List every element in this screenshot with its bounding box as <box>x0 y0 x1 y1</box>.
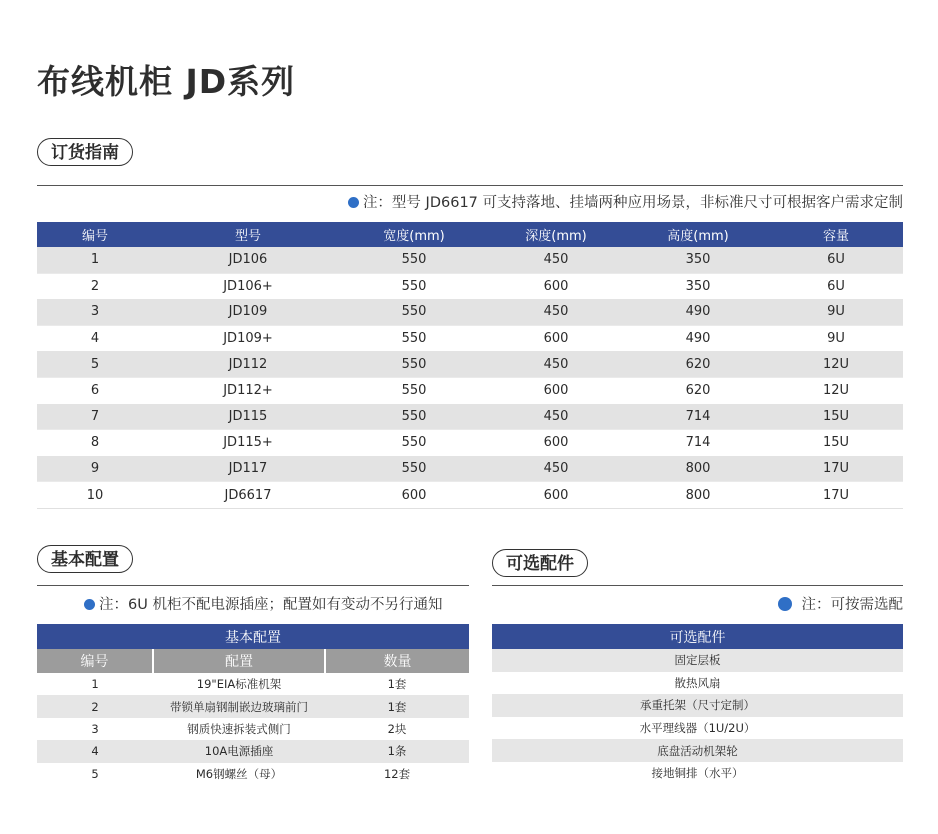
table-row <box>37 351 903 377</box>
table-cell: 水平理线器（1U/2U） <box>492 717 903 740</box>
table-cell: 550 <box>343 351 485 377</box>
section-divider <box>492 585 903 586</box>
page-title: 布线机柜 JD系列 <box>37 62 296 101</box>
table-cell: 450 <box>485 299 627 325</box>
table-cell: 4 <box>37 325 153 351</box>
table-cell: 350 <box>627 273 769 299</box>
table-cell: JD117 <box>153 456 343 482</box>
table-cell: 1 <box>37 673 153 695</box>
table-cell: 17U <box>769 456 903 482</box>
table-cell: 1套 <box>325 695 469 717</box>
optional-accessories-table <box>492 624 903 785</box>
table-cell: 8 <box>37 430 153 456</box>
table-row <box>37 430 903 456</box>
table-cell: 7 <box>37 404 153 430</box>
table-cell: 15U <box>769 430 903 456</box>
table-cell: 550 <box>343 456 485 482</box>
table-cell: 600 <box>343 482 485 509</box>
table-row <box>37 273 903 299</box>
table-cell: 800 <box>627 482 769 509</box>
table-cell: 714 <box>627 430 769 456</box>
table-cell: 17U <box>769 482 903 509</box>
table-cell: 2 <box>37 273 153 299</box>
table-row <box>37 325 903 351</box>
table-cell: 5 <box>37 763 153 785</box>
table-cell: 2 <box>37 695 153 717</box>
table-title: 基本配置 <box>37 624 469 649</box>
table-cell: 19"EIA标准机架 <box>153 673 325 695</box>
table-cell: 550 <box>343 404 485 430</box>
table-title-row <box>37 624 469 649</box>
table-row <box>37 404 903 430</box>
section-divider <box>37 185 903 186</box>
section-label-basic: 基本配置 <box>37 545 133 573</box>
list-item <box>492 739 903 762</box>
basic-note: 注：6U 机柜不配电源插座；配置如有变动不另行通知 <box>84 596 442 614</box>
table-cell: 550 <box>343 325 485 351</box>
column-header: 编号 <box>37 649 153 673</box>
table-row <box>37 740 469 762</box>
ordering-table <box>37 222 903 509</box>
table-cell: 1条 <box>325 740 469 762</box>
column-header: 数量 <box>325 649 469 673</box>
section-label-ordering: 订货指南 <box>37 138 133 166</box>
bullet-dot-icon <box>348 197 359 208</box>
list-item <box>492 717 903 740</box>
column-header: 编号 <box>37 222 153 247</box>
table-cell: 4 <box>37 740 153 762</box>
table-cell: 1套 <box>325 673 469 695</box>
table-cell: 2块 <box>325 718 469 740</box>
table-cell: 450 <box>485 351 627 377</box>
table-cell: 6U <box>769 273 903 299</box>
bullet-dot-icon <box>778 597 792 611</box>
table-cell: 600 <box>485 430 627 456</box>
table-cell: JD109+ <box>153 325 343 351</box>
table-cell: JD106 <box>153 247 343 273</box>
table-cell: 350 <box>627 247 769 273</box>
table-cell: 600 <box>485 273 627 299</box>
table-row <box>37 695 469 717</box>
optional-note: 注：可按需选配 <box>778 596 904 614</box>
table-header-row <box>37 222 903 247</box>
basic-config-table <box>37 624 469 785</box>
table-cell: 600 <box>485 482 627 509</box>
table-row <box>37 718 469 740</box>
table-cell: 接地铜排（水平） <box>492 762 903 785</box>
table-cell: 490 <box>627 299 769 325</box>
table-cell: JD112 <box>153 351 343 377</box>
column-header: 高度(mm) <box>627 222 769 247</box>
list-item <box>492 672 903 695</box>
table-cell: 15U <box>769 404 903 430</box>
table-cell: 12套 <box>325 763 469 785</box>
table-cell: 底盘活动机架轮 <box>492 739 903 762</box>
table-cell: 714 <box>627 404 769 430</box>
table-cell: 9U <box>769 325 903 351</box>
table-row <box>37 247 903 273</box>
table-header-row <box>37 649 469 673</box>
section-label-optional: 可选配件 <box>492 549 588 577</box>
table-cell: 6 <box>37 377 153 403</box>
ordering-note: 注：型号 JD6617 可支持落地、挂墙两种应用场景，非标准尺寸可根据客户需求定制 <box>348 194 903 212</box>
table-cell: 12U <box>769 377 903 403</box>
table-cell: 620 <box>627 377 769 403</box>
column-header: 配置 <box>153 649 325 673</box>
table-cell: 550 <box>343 377 485 403</box>
table-row <box>37 299 903 325</box>
table-cell: 1 <box>37 247 153 273</box>
table-cell: 钢质快速拆装式侧门 <box>153 718 325 740</box>
table-cell: 550 <box>343 430 485 456</box>
table-cell: 10A电源插座 <box>153 740 325 762</box>
table-cell: 10 <box>37 482 153 509</box>
table-cell: 3 <box>37 718 153 740</box>
table-cell: 800 <box>627 456 769 482</box>
table-cell: 散热风扇 <box>492 672 903 695</box>
table-title: 可选配件 <box>492 624 903 649</box>
table-row <box>37 482 903 509</box>
table-cell: 550 <box>343 299 485 325</box>
table-cell: 12U <box>769 351 903 377</box>
table-cell: 带锁单扇钢制嵌边玻璃前门 <box>153 695 325 717</box>
table-cell: 550 <box>343 247 485 273</box>
table-cell: 9U <box>769 299 903 325</box>
table-cell: 550 <box>343 273 485 299</box>
column-header: 深度(mm) <box>485 222 627 247</box>
table-cell: JD6617 <box>153 482 343 509</box>
table-row <box>37 673 469 695</box>
table-cell: JD112+ <box>153 377 343 403</box>
table-cell: 600 <box>485 325 627 351</box>
table-cell: 450 <box>485 247 627 273</box>
table-cell: JD109 <box>153 299 343 325</box>
table-row <box>37 377 903 403</box>
column-header: 型号 <box>153 222 343 247</box>
table-cell: 3 <box>37 299 153 325</box>
table-cell: 6U <box>769 247 903 273</box>
table-cell: JD106+ <box>153 273 343 299</box>
column-header: 容量 <box>769 222 903 247</box>
table-cell: 600 <box>485 377 627 403</box>
table-cell: JD115 <box>153 404 343 430</box>
bullet-dot-icon <box>84 599 95 610</box>
table-cell: 620 <box>627 351 769 377</box>
table-row <box>37 456 903 482</box>
table-cell: 490 <box>627 325 769 351</box>
table-cell: 450 <box>485 456 627 482</box>
list-item <box>492 762 903 785</box>
table-title-row <box>492 624 903 649</box>
column-header: 宽度(mm) <box>343 222 485 247</box>
section-divider <box>37 585 469 586</box>
table-cell: 5 <box>37 351 153 377</box>
table-cell: JD115+ <box>153 430 343 456</box>
table-cell: 9 <box>37 456 153 482</box>
list-item <box>492 649 903 672</box>
table-cell: 承重托架（尺寸定制） <box>492 694 903 717</box>
list-item <box>492 694 903 717</box>
table-cell: 固定层板 <box>492 649 903 672</box>
table-row <box>37 763 469 785</box>
table-cell: 450 <box>485 404 627 430</box>
table-cell: M6钢螺丝（母） <box>153 763 325 785</box>
